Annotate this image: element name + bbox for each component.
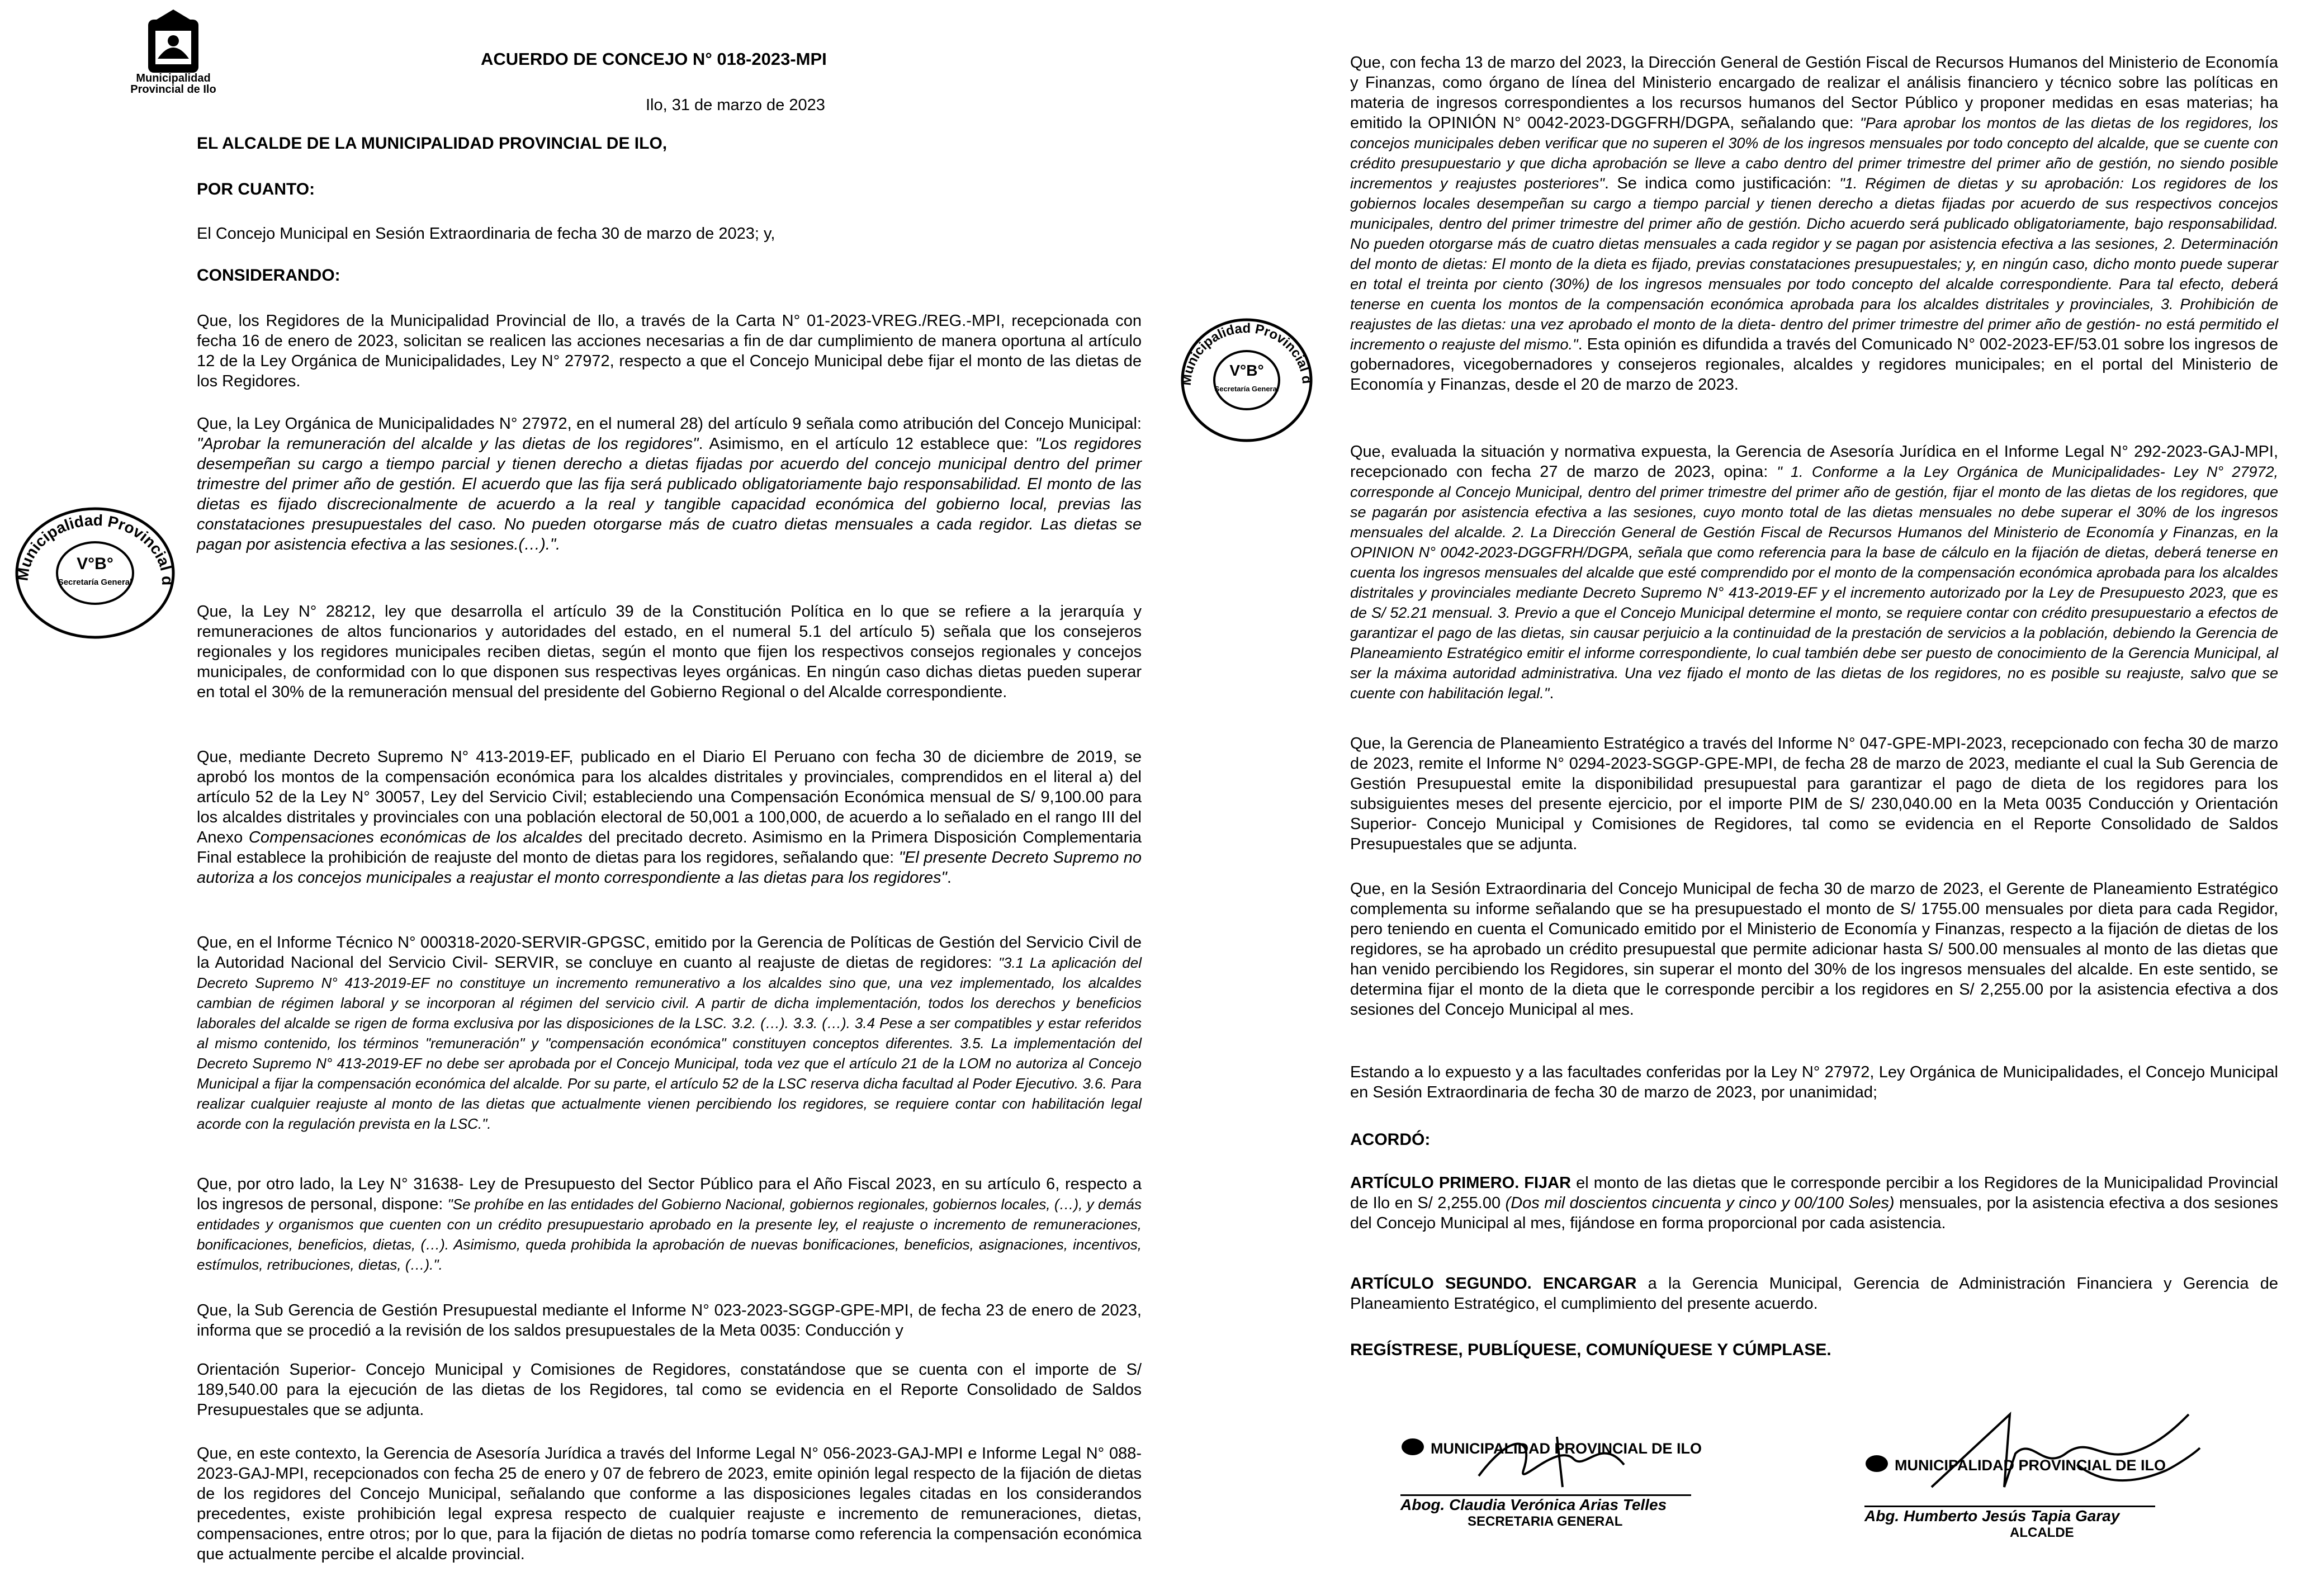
stamp-vobo: V°B° xyxy=(77,555,113,573)
p4-italic-a: Compensaciones económicas de los alcaldes xyxy=(248,829,583,846)
p4-text-c: . xyxy=(946,869,952,887)
session-line: El Concejo Municipal en Sesión Extraordinaria de fecha 30 de marzo de 2023; y, xyxy=(197,225,775,243)
p4-text-b: del precitado decreto. Asimismo en la Primera Disposición Complementaria Final establece la prohibición de reajuste del monto de dietas para los regidores, señalando que: xyxy=(197,829,1142,867)
article-two-text: a la Gerencia Municipal, Gerencia de Administración Financiera y Gerencia de Planeamiento Estratégico, el cumplimiento del presente acuerdo. xyxy=(1350,1275,2278,1313)
left-column xyxy=(0,0,1157,1581)
p6-quote: "Se prohíbe en las entidades del Gobierno Nacional, gobiernos regionales, gobiernos locales, (…), y demás entidades y organismos que cuenten con un crédito presupuestario aprobado en la presente ley, el reajuste o incremento de remuneraciones, bonificaciones, beneficios, dietas, (…). Asimismo, queda prohibida la aprobación de nuevas bonificaciones, beneficios, asignaciones, incentivos, estímulos, retribuciones, dietas, (…).". xyxy=(197,1196,1142,1273)
por-cuanto-heading: POR CUANTO: xyxy=(197,180,315,198)
article-two xyxy=(1350,1274,2278,1314)
document-title: ACUERDO DE CONCEJO N° 018-2023-MPI xyxy=(481,49,827,69)
signature-left-name: Abog. Claudia Verónica Arias Telles xyxy=(1400,1496,1667,1513)
signature-left-role: SECRETARIA GENERAL xyxy=(1468,1514,1623,1529)
municipal-seal-icon xyxy=(1400,1437,1425,1461)
p5-quote: "3.1 La aplicación del Decreto Supremo N° 413-2019-EF no constituye un incremento remunerativo a los alcaldes sino que, una vez implementado, los alcaldes cambian de régimen laboral y se incorporan al régimen del servicio civil. A partir de dicha implementación, todos los derechos y beneficios laborales del alcalde se rigen de forma exclusiva por las disposiciones de la LSC. 3.2. (…). 3.3. (…). 3.4 Pese a ser compatibles y estar referidos al mismo contenido, los términos "remuneración" y "compensación económica" constituyen conceptos diferentes. 3.5. La implementación del Decreto Supremo N° 413-2019-EF no debe ser aprobada por el Concejo Municipal, toda vez que el artículo 21 de la LOM no autoriza al Concejo Municipal a fijar la compensación económica del alcalde. Por su parte, el artículo 52 de la LSC reserva dicha facultad al Poder Ejecutivo. 3.6. Para realizar cualquier reajuste al monto de las dietas que actualmente vienen percibiendo los regidores, se requiere contar con habilitación legal acorde con la regulación prevista en la LSC.". xyxy=(197,954,1142,1132)
considerando-paragraph-9: Que, en este contexto, la Gerencia de Asesoría Jurídica a través del Informe Legal N° 056-2023-GAJ-MPI e Informe Legal N° 088-2023-GAJ-MPI, recepcionados con fecha 25 de enero y 07 de febrero de 2023, emite opinión legal respecto de la fijación de dietas de los regidores del Concejo Municipal, señalando que conforme a las disposiciones legales citadas en los considerandos precedentes, existe prohibición legal expresa respecto de cualquier reajuste e incremento de remuneraciones, dietas, compensaciones, entre otros; por lo que, para la fijación de dietas no podría tomarse como referencia la compensación económica que actualmente percibe el alcalde provincial. xyxy=(197,1445,1142,1563)
rp2-text: Que, evaluada la situación y normativa expuesta, la Gerencia de Asesoría Jurídica en el Informe Legal N° 292-2023-GAJ-MPI, recepcionado con fecha 27 de marzo de 2023, opina: xyxy=(1350,443,2278,481)
vobo-stamp-left xyxy=(11,503,179,646)
considerando-paragraph-7: Que, la Sub Gerencia de Gestión Presupuestal mediante el Informe N° 023-2023-SGGP-GPE-MPI, de fecha 23 de enero de 2023, informa que se procedió a la revisión de los saldos presupuestales de la Meta 0035: Conducción y xyxy=(197,1301,1142,1339)
stamp-office: Secretaría General xyxy=(58,578,132,587)
rp1-quote-b: "1. Régimen de dietas y su aprobación: Los regidores de los gobiernos locales desempeñan su cargo a tiempo parcial y tienen derecho a dietas fijadas por acuerdo de sus respectivos concejos municipales, dentro del primer trimestre del primer año de gestión. Dicho acuerdo será publicado obligatoriamente, bajo responsabilidad. No pueden otorgarse más de cuatro dietas mensuales a cada regidor y se pagan por asistencia efectiva a las sesiones, 2. Determinación del monto de dietas: El monto de la dieta es fijado, previas constataciones presupuestales; y, en ningún caso, dicho monto puede superar en total el treinta por ciento (30%) de los ingresos mensuales por todo concepto del alcalde correspondiente. Para tal efecto, deberá tenerse en cuenta los montos de la compensación económica aprobada para los alcaldes distritales y provinciales, 3. Prohibición de reajustes de las dietas: una vez aprobado el monto de la dieta- dentro del primer trimestre del primer año de gestión- no está permitido el incremento o reajuste del mismo." xyxy=(1350,175,2278,353)
signature-right-name: Abg. Humberto Jesús Tapia Garay xyxy=(1864,1507,2120,1525)
rp2-end: . xyxy=(1549,684,1554,702)
signature-left-org: MUNICIPALIDAD PROVINCIAL DE ILO xyxy=(1431,1440,1702,1457)
closing-formula: REGÍSTRESE, PUBLÍQUESE, COMUNÍQUESE Y CÚMPLASE. xyxy=(1350,1341,1831,1359)
signature-right-role: ALCALDE xyxy=(2010,1525,2074,1540)
logo-caption: Municipalidad Provincial de Ilo xyxy=(130,72,216,96)
p2-quote-b: "Los regidores desempeñan su cargo a tiempo parcial y tienen derecho a dietas fijadas por acuerdo del concejo municipal dentro del primer trimestre del primer año de gestión. El acuerdo que las fija será publicado obligatoriamente bajo responsabilidad. El monto de las dietas es fijado discrecionalmente de acuerdo a la real y tangible capacidad económica del gobierno local, previas las constataciones presupuestales del caso. No pueden otorgarse más de cuatro dietas mensuales a cada regidor. Las dietas se pagan por asistencia efectiva a las sesiones.(…).". xyxy=(197,435,1142,553)
stamp-ring-text: Municipalidad Provincial d xyxy=(13,511,177,586)
p2-text-a: Que, la Ley Orgánica de Municipalidades N° 27972, en el numeral 28) del artículo 9 señala como atribución del Concejo Municipal: xyxy=(197,415,1142,433)
acordo-heading: ACORDÓ: xyxy=(1350,1130,1431,1149)
signature-alcalde xyxy=(1864,1454,2222,1541)
vobo-stamp-right xyxy=(1177,313,1317,450)
considerando-paragraph-2 xyxy=(197,414,1142,555)
article-two-label: ARTÍCULO SEGUNDO. ENCARGAR xyxy=(1350,1275,1637,1293)
right-paragraph-1 xyxy=(1350,53,2278,395)
right-paragraph-2 xyxy=(1350,442,2278,703)
article-one xyxy=(1350,1173,2278,1233)
considerando-paragraph-1: Que, los Regidores de la Municipalidad Provincial de Ilo, a través de la Carta N° 01-2023-VREG./REG.-MPI, recepcionada con fecha 16 de enero de 2023, solicitan se realicen las acciones necesarias a fin de dar cumplimiento de manera oportuna al artículo 12 de la Ley Orgánica de Municipalidades, Ley N° 27972, respecto a que el Concejo Municipal debe fijar el monto de las dietas de los Regidores. xyxy=(197,312,1142,390)
stamp-ring-text: Municipalidad Provincial d xyxy=(1178,320,1315,386)
article-one-label: ARTÍCULO PRIMERO. FIJAR xyxy=(1350,1174,1572,1192)
rp1-text-b: . Se indica como justificación: xyxy=(1604,174,1840,192)
right-paragraph-4: Que, en la Sesión Extraordinaria del Concejo Municipal de fecha 30 de marzo de 2023, el Gerente de Planeamiento Estratégico complementa su informe señalando que se ha presupuestado el monto de S/ 1755.00 mensuales por dieta para cada Regidor, pero teniendo en cuenta el Comunicado emitido por el Ministerio de Economía y Finanzas, respecto a la fijación de dietas de los regidores, se ha aprobado un crédito presupuestal que permite adicionar hasta S/ 500.00 mensuales al monto de las dietas que han venido percibiendo los Regidores, sin superar el monto del 30% de los ingresos mensuales del alcalde. En este sentido, se determina fijar el monto de la dieta que le corresponde percibir a los regidores en S/ 2,255.00 por la asistencia efectiva a dos sesiones del Concejo Municipal al mes. xyxy=(1350,880,2278,1019)
stamp-vobo: V°B° xyxy=(1229,362,1264,379)
right-column xyxy=(1166,0,2324,1581)
article-one-text-a: el monto de las dietas que le corresponde percibir a los Regidores de la Municipalidad Provincial de Ilo en S/ 2,255.00 xyxy=(1350,1174,2278,1212)
rp2-quote: " 1. Conforme a la Ley Orgánica de Municipalidades- Ley N° 27972, corresponde al Concejo Municipal, dentro del primer trimestre del primer año de gestión, fijar el monto de las dietas de los regidores, que se pagarán por asistencia efectiva a las sesiones, cuyo monto total de las dietas mensuales no debe superar el 30% de los ingresos mensuales del alcalde. 2. La Dirección General de Gestión Fiscal de Recursos Humanos del Ministerio de Economía y Finanzas, en la OPINION N° 0042-2023-DGGFRH/DGPA, señala que como referencia para la base de cálculo en la fijación de dietas, deberá tenerse en cuenta los ingresos mensuales del alcalde que esté comprendido por el monto de la compensación económica aprobada para los alcaldes distritales y provinciales mediante Decreto Supremo N° 413-2019-EF y el incremento autorizado por la Ley de Presupuesto 2023, que es de S/ 52.21 mensual. 3. Previo a que el Concejo Municipal determine el monto, se requiere contar con crédito presupuestario a efectos de garantizar el pago de las dietas, sin causar perjuicio a la continuidad de la prestación de servicios a la población, debiendo la Gerencia de Planeamiento Estratégico emitir el informe correspondiente, lo cual también debe ser puesto de conocimiento de la Gerencia Municipal, al ser la máxima autoridad administrativa. Una vez fijado el monto de las dietas de los regidores, no es posible su reajuste, salvo que se cuente con habilitación legal." xyxy=(1350,463,2278,702)
considerando-paragraph-3: Que, la Ley N° 28212, ley que desarrolla el artículo 39 de la Constitución Política en lo que se refiere a la jerarquía y remuneraciones de altos funcionarios y autoridades del estado, en el numeral 5.1 del artículo 5) señala que los consejeros regionales y los regidores municipales reciben dietas, según el monto que fijen los respectivos consejos regionales y concejos municipales, de conformidad con lo que disponen sus respectivas leyes orgánicas. En ningún caso dichas dietas pueden superar en total el 30% de la remuneración mensual del presidente del Gobierno Regional o del Alcalde correspondiente. xyxy=(197,603,1142,701)
considerando-paragraph-8: Orientación Superior- Concejo Municipal y Comisiones de Regidores, constatándose que se cuenta con el importe de S/ 189,540.00 para la ejecución de las dietas de los Regidores, tal como se evidencia en el Reporte Consolidado de Saldos Presupuestales que se adjunta. xyxy=(197,1361,1142,1419)
article-one-amount-words: (Dos mil doscientos cincuenta y cinco y 00/100 Soles) xyxy=(1505,1194,1895,1212)
p4-text-a: Que, mediante Decreto Supremo N° 413-2019-EF, publicado en el Diario El Peruano con fecha 30 de diciembre de 2019, se aprobó los montos de la compensación económica para los alcaldes distritales y provinciales, comprendidos en el literal a) del artículo 52 de la Ley N° 30057, Ley del Servicio Civil; estableciendo una Compensación Económica mensual de S/ 9,100.00 para los alcaldes distritales y provinciales con una población electoral de 50,001 a 100,000, de acuerdo a lo señalado en el rango III del Anexo xyxy=(197,748,1142,846)
p2-text-b: . Asimismo, en el artículo 12 establece que: xyxy=(698,435,1035,453)
rp1-quote-a: "Para aprobar los montos de las dietas de los regidores, los concejos municipales deben verificar que no superen el 30% de los ingresos mensuales por todo concepto del alcalde, que se cuente con crédito presupuestario y que dicha aprobación se lleve a cabo dentro del primer trimestre del primer año de gestión, no siendo posible incrementos y reajustes posteriores" xyxy=(1350,115,2278,192)
rp1-text-a: Que, con fecha 13 de marzo del 2023, la Dirección General de Gestión Fiscal de Recursos Humanos del Ministerio de Economía y Finanzas, como órgano de línea del Ministerio encargado de realizar el análisis financiero y técnico sobre las políticas en materia de ingresos correspondientes a los recursos humanos del Sector Público y proponer medidas en esas materias; ha emitido la OPINIÓN N° 0042-2023-DGGFRH/DGPA, señalando que: xyxy=(1350,54,2278,132)
stamp-office: Secretaría General xyxy=(1214,385,1279,393)
article-one-text-b: mensuales, por la asistencia efectiva a dos sesiones del Concejo Municipal al mes, fijándose en forma proporcional por cada asistencia. xyxy=(1350,1194,2278,1232)
stamp-icon xyxy=(1177,313,1317,447)
handwritten-signature-icon xyxy=(1445,1426,1736,1493)
stamp-icon xyxy=(11,503,179,643)
signature-right-org: MUNICIPALIDAD PROVINCIAL DE ILO xyxy=(1895,1457,2166,1474)
considerando-paragraph-5 xyxy=(197,932,1142,1134)
p5-text: Que, en el Informe Técnico N° 000318-2020-SERVIR-GPGSC, emitido por la Gerencia de Políticas de Gestión del Servicio Civil de la Autoridad Nacional del Servicio Civil- SERVIR, se concluye en cuanto al reajuste de dietas de regidores: xyxy=(197,934,1142,972)
svg-text:Municipalidad Provincial de Il xyxy=(11,503,176,585)
considerando-paragraph-6 xyxy=(197,1174,1142,1275)
p2-quote-a: "Aprobar la remuneración del alcalde y las dietas de los regidores" xyxy=(197,435,699,453)
considerando-heading: CONSIDERANDO: xyxy=(197,266,340,285)
municipal-logo xyxy=(117,8,229,120)
rp1-text-c: . Esta opinión es difundida a través del Comunicado N° 002-2023-EF/53.01 sobre los ingresos de gobernadores, vicegobernadores y consejeros regionales, alcaldes y regidores municipales; en el portal del Ministerio de Economía y Finanzas, desde el 20 de marzo de 2023. xyxy=(1350,335,2278,394)
handwritten-signature-icon xyxy=(1864,1403,2211,1498)
right-paragraph-3: Que, la Gerencia de Planeamiento Estratégico a través del Informe N° 047-GPE-MPI-2023, recepcionado con fecha 30 de marzo de 2023, remite el Informe N° 0294-2023-SGGP-GPE-MPI, de fecha 28 de marzo de 2023, mediante el cual la Sub Gerencia de Gestión Presupuestal emite la disponibilidad presupuestal para garantizar el pago de dieta de los regidores para los subsiguientes meses del presente ejercicio, por el importe PIM de S/ 230,040.00 en la Meta 0035 Conducción y Orientación Superior- Concejo Municipal y Comisiones de Regidores, tal como se evidencia en el Reporte Consolidado de Saldos Presupuestales que se adjunta. xyxy=(1350,735,2278,853)
p6-text: Que, por otro lado, la Ley N° 31638- Ley de Presupuesto del Sector Público para el Año Fiscal 2023, en su artículo 6, respecto a los ingresos de personal, dispone: xyxy=(197,1175,1142,1213)
p4-quote: "El presente Decreto Supremo no autoriza a los concejos municipales a reajustar el monto correspondiente a las dietas para los regidores" xyxy=(197,849,1142,887)
right-paragraph-5: Estando a lo expuesto y a las facultades conferidas por la Ley N° 27972, Ley Orgánica de Municipalidades, el Concejo Municipal en Sesión Extraordinaria de fecha 30 de marzo de 2023, por unanimidad; xyxy=(1350,1063,2278,1101)
mayor-heading: EL ALCALDE DE LA MUNICIPALIDAD PROVINCIAL DE ILO, xyxy=(197,134,668,153)
coat-of-arms-icon xyxy=(117,8,229,75)
document-date: Ilo, 31 de marzo de 2023 xyxy=(646,96,825,114)
signature-secretaria xyxy=(1400,1437,1758,1530)
considerando-paragraph-4 xyxy=(197,747,1142,888)
